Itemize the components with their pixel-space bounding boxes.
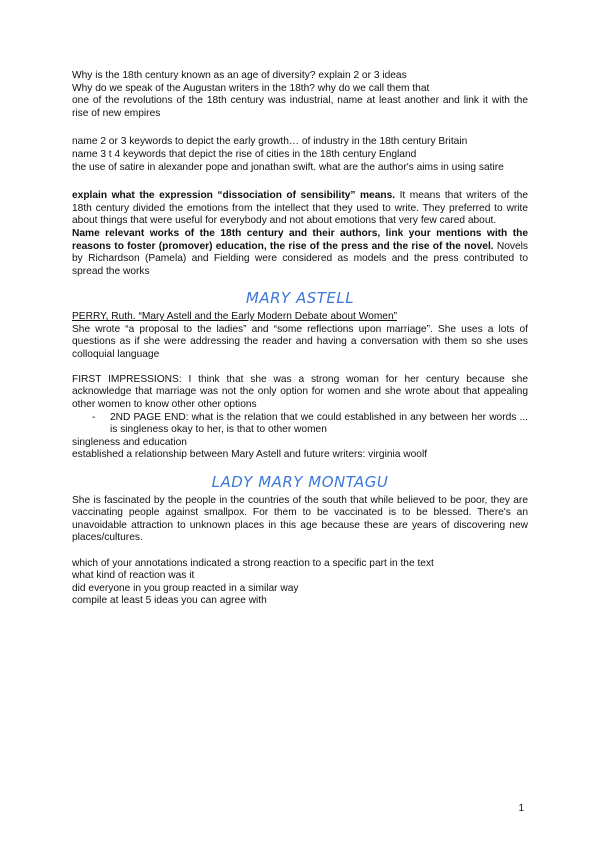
question-line: Why do we speak of the Augustan writers in the 18th? why do we call them that bbox=[72, 82, 430, 94]
montagu-question: which of your annotations indicated a strong reaction to a specific part in the text bbox=[72, 557, 434, 569]
dissociation-answer: It means that writers of the 18th century divided the emotions from the intellect that they used to write. They preferred to write about things that were useful for everybody and not about emotions that very few cared about. bbox=[72, 190, 528, 227]
works-answer: Novels by Richardson (Pamela) and Fielding were considered as models and the press contributed to spread the works bbox=[72, 240, 528, 277]
astell-summary: She wrote “a proposal to the ladies” and “some reflections upon marriage”. She uses a lots of questions as if she were addressing the reader and having a conversation with them so she uses colloquial language bbox=[72, 323, 528, 360]
astell-bullet-item bbox=[72, 412, 528, 437]
dissociation-paragraph bbox=[72, 190, 528, 228]
astell-relationship-line: established a relationship between Mary Astell and future writers: virginia woolf bbox=[72, 449, 428, 461]
astell-reference: PERRY, Ruth. “Mary Astell and the Early Modern Debate about Women” bbox=[72, 310, 398, 322]
bullet-dash: - bbox=[92, 411, 96, 423]
document-page bbox=[72, 70, 528, 608]
montagu-paragraph: She is fascinated by the people in the countries of the south that while believed to be poor, they are vaccinating people against smallpox. For them to be vaccinated is to be blessed. There's an unavoidable attraction to unknown places in this age because these are years of discovering new places/cultures. bbox=[72, 494, 528, 544]
answers-block bbox=[72, 190, 528, 278]
works-question: Name relevant works of the 18th century and their authors, link your mentions with the reasons to foster (promover) education, the rise of the press and the rise of the novel. bbox=[72, 227, 528, 252]
dissociation-question: explain what the expression “dissociation of sensibility” means. bbox=[72, 190, 396, 202]
montagu-question: what kind of reaction was it bbox=[72, 570, 195, 582]
works-paragraph bbox=[72, 228, 528, 278]
astell-singleness-line: singleness and education bbox=[72, 436, 187, 448]
questions-block-1 bbox=[72, 70, 528, 120]
astell-bullet-text: 2ND PAGE END: what is the relation that we could established in any between her words ... is singleness okay to her, is that to other women bbox=[110, 411, 528, 436]
question-line: name 3 t 4 keywords that depict the rise of cities in the 18th century England bbox=[72, 148, 417, 160]
montagu-question: did everyone in you group reacted in a similar way bbox=[72, 582, 299, 594]
astell-heading: MARY ASTELL bbox=[245, 289, 355, 308]
question-line: name 2 or 3 keywords to depict the early growth… of industry in the 18th century Britain bbox=[72, 136, 468, 148]
montagu-heading: LADY MARY MONTAGU bbox=[211, 473, 389, 492]
question-line: the use of satire in alexander pope and jonathan swift. what are the author's aims in using satire bbox=[72, 161, 504, 173]
question-line: Why is the 18th century known as an age of diversity? explain 2 or 3 ideas bbox=[72, 70, 407, 81]
questions-block-2 bbox=[72, 136, 528, 174]
astell-impressions: FIRST IMPRESSIONS: I think that she was a strong woman for her century because she acknowledge that marriage was not the only option for women and she wrote about that appealing other women to know other other options bbox=[72, 373, 528, 411]
page-number: 1 bbox=[518, 803, 524, 814]
montagu-question: compile at least 5 ideas you can agree with bbox=[72, 595, 267, 607]
question-line: one of the revolutions of the 18th century was industrial, name at least another and link it with the rise of new empires bbox=[72, 95, 528, 119]
montagu-section bbox=[72, 495, 528, 608]
astell-section bbox=[72, 311, 528, 462]
